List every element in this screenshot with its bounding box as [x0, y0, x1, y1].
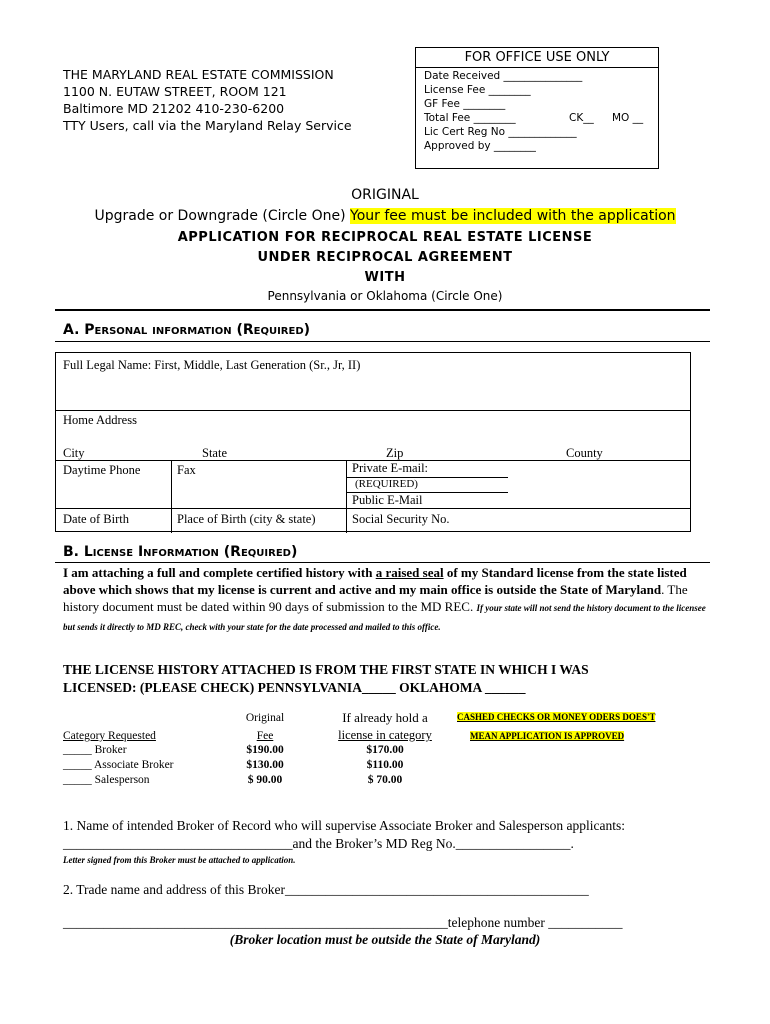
- application-title: APPLICATION FOR RECIPROCAL REAL ESTATE LICENSE: [177, 230, 593, 245]
- office-use-title: FOR OFFICE USE ONLY: [464, 50, 610, 65]
- public-email-field[interactable]: Public E-Mail: [352, 493, 423, 507]
- state-choice: Pennsylvania or Oklahoma (Circle One): [267, 289, 503, 303]
- section-a-heading: A. Personal information (Required): [63, 322, 311, 338]
- fee-notice: Your fee must be included with the application: [350, 208, 676, 224]
- personal-info-table: [55, 352, 691, 532]
- category-header: Category Requested: [63, 730, 156, 742]
- commission-city-phone: Baltimore MD 21202 410-230-6200: [63, 101, 285, 116]
- application-subtitle: UNDER RECIPROCAL AGREEMENT: [257, 250, 513, 265]
- broker-of-record-question: 1. Name of intended Broker of Record who will supervise Associate Broker and Salesperson applicants:: [63, 818, 625, 833]
- held-header-1: If already hold a: [342, 710, 428, 725]
- lic-cert-field: Lic Cert Reg No _____________: [424, 126, 577, 138]
- associate-broker-held-fee: $110.00: [366, 759, 404, 771]
- approved-by-field: Approved by ________: [424, 140, 536, 152]
- associate-broker-fee: $130.00: [246, 759, 284, 771]
- divider: [55, 309, 710, 311]
- mo-field: MO __: [612, 112, 644, 124]
- license-fee-field: License Fee ________: [424, 84, 531, 96]
- city-field[interactable]: City: [63, 446, 85, 460]
- pob-field[interactable]: Place of Birth (city & state): [177, 512, 316, 526]
- date-received-field: Date Received _______________: [424, 70, 583, 82]
- commission-name: THE MARYLAND REAL ESTATE COMMISSION: [63, 67, 334, 82]
- full-name-field[interactable]: Full Legal Name: First, Middle, Last Generation (Sr., Jr, II): [63, 358, 361, 372]
- office-use-box: [415, 47, 659, 169]
- ck-field: CK__: [569, 112, 594, 124]
- salesperson-fee: $ 90.00: [247, 774, 283, 786]
- not-approved-warning: MEAN APPLICATION IS APPROVED: [470, 731, 625, 741]
- category-associate-broker[interactable]: _____ Associate Broker: [63, 759, 174, 771]
- section-b-heading: B. License Information (Required): [63, 544, 298, 560]
- commission-tty: TTY Users, call via the Maryland Relay Service: [63, 118, 352, 133]
- private-email-field[interactable]: Private E-mail:: [352, 461, 429, 475]
- category-salesperson[interactable]: _____ Salesperson: [63, 774, 150, 786]
- trade-name-field[interactable]: 2. Trade name and address of this Broker_____________________________________________: [63, 882, 589, 897]
- upgrade-text: Upgrade or Downgrade (Circle One): [94, 208, 351, 224]
- dob-field[interactable]: Date of Birth: [63, 512, 129, 526]
- broker-location-note: (Broker location must be outside the State of Maryland): [229, 932, 541, 947]
- section-a-underline: [55, 341, 710, 342]
- held-header-2: license in category: [338, 728, 432, 742]
- daytime-phone-field[interactable]: Daytime Phone: [63, 463, 141, 477]
- commission-address: [63, 66, 383, 134]
- broker-held-fee: $170.00: [366, 744, 404, 756]
- broker-fee: $190.00: [246, 744, 284, 756]
- broker-letter-note: Letter signed from this Broker must be attached to application.: [63, 855, 296, 865]
- county-field[interactable]: County: [566, 446, 603, 460]
- broker-reg-no-field[interactable]: __________________________________and the Broker’s MD Reg No._________________.: [63, 836, 574, 851]
- section-b-underline: [55, 562, 710, 563]
- cashed-checks-warning: CASHED CHECKS OR MONEY ODERS DOES'T: [457, 712, 656, 722]
- zip-field[interactable]: Zip: [386, 446, 404, 460]
- ssn-field[interactable]: Social Security No.: [352, 512, 450, 526]
- application-with: WITH: [364, 270, 406, 285]
- total-fee-field: Total Fee ________: [424, 112, 516, 124]
- category-broker[interactable]: _____ Broker: [63, 744, 127, 756]
- original-label: ORIGINAL: [351, 187, 419, 203]
- history-state-check: THE LICENSE HISTORY ATTACHED IS FROM THE FIRST STATE IN WHICH I WAS LICENSED: (PLEASE CHECK) PENNSYLVANIA_____ OKLAHOMA ______: [63, 662, 589, 695]
- broker-telephone-field[interactable]: _________________________________________________________telephone number ___________: [63, 915, 623, 930]
- state-checkboxes[interactable]: LICENSED: (PLEASE CHECK) PENNSYLVANIA_____ OKLAHOMA ______: [63, 680, 526, 695]
- state-field[interactable]: State: [202, 446, 227, 460]
- home-address-field[interactable]: Home Address: [63, 413, 137, 427]
- gf-fee-field: GF Fee ________: [424, 98, 506, 110]
- upgrade-line: [0, 208, 770, 224]
- salesperson-held-fee: $ 70.00: [367, 774, 403, 786]
- fax-field[interactable]: Fax: [177, 463, 196, 477]
- history-note: If your state will not send the history document to the licensee but sends it directly to MD REC, check with your state for the date processed and mailed to this office.: [63, 603, 706, 632]
- license-history-paragraph: I am attaching a full and complete certified history with a raised seal of my Standard license from the state listed above which shows that my license is current and active and my main office is outside the State of Maryland. The history document must be dated within 90 days of submission to the MD REC. If your state will not send the history document to the licensee but sends it directly to MD REC, check with your state for the date processed and mailed to this office.: [63, 565, 706, 632]
- original-fee-header: Original: [245, 712, 285, 724]
- required-label: (REQUIRED): [355, 478, 418, 490]
- raised-seal-text: a raised seal: [375, 565, 444, 580]
- commission-street: 1100 N. EUTAW STREET, ROOM 121: [63, 84, 287, 99]
- fee-header: Fee: [256, 730, 274, 742]
